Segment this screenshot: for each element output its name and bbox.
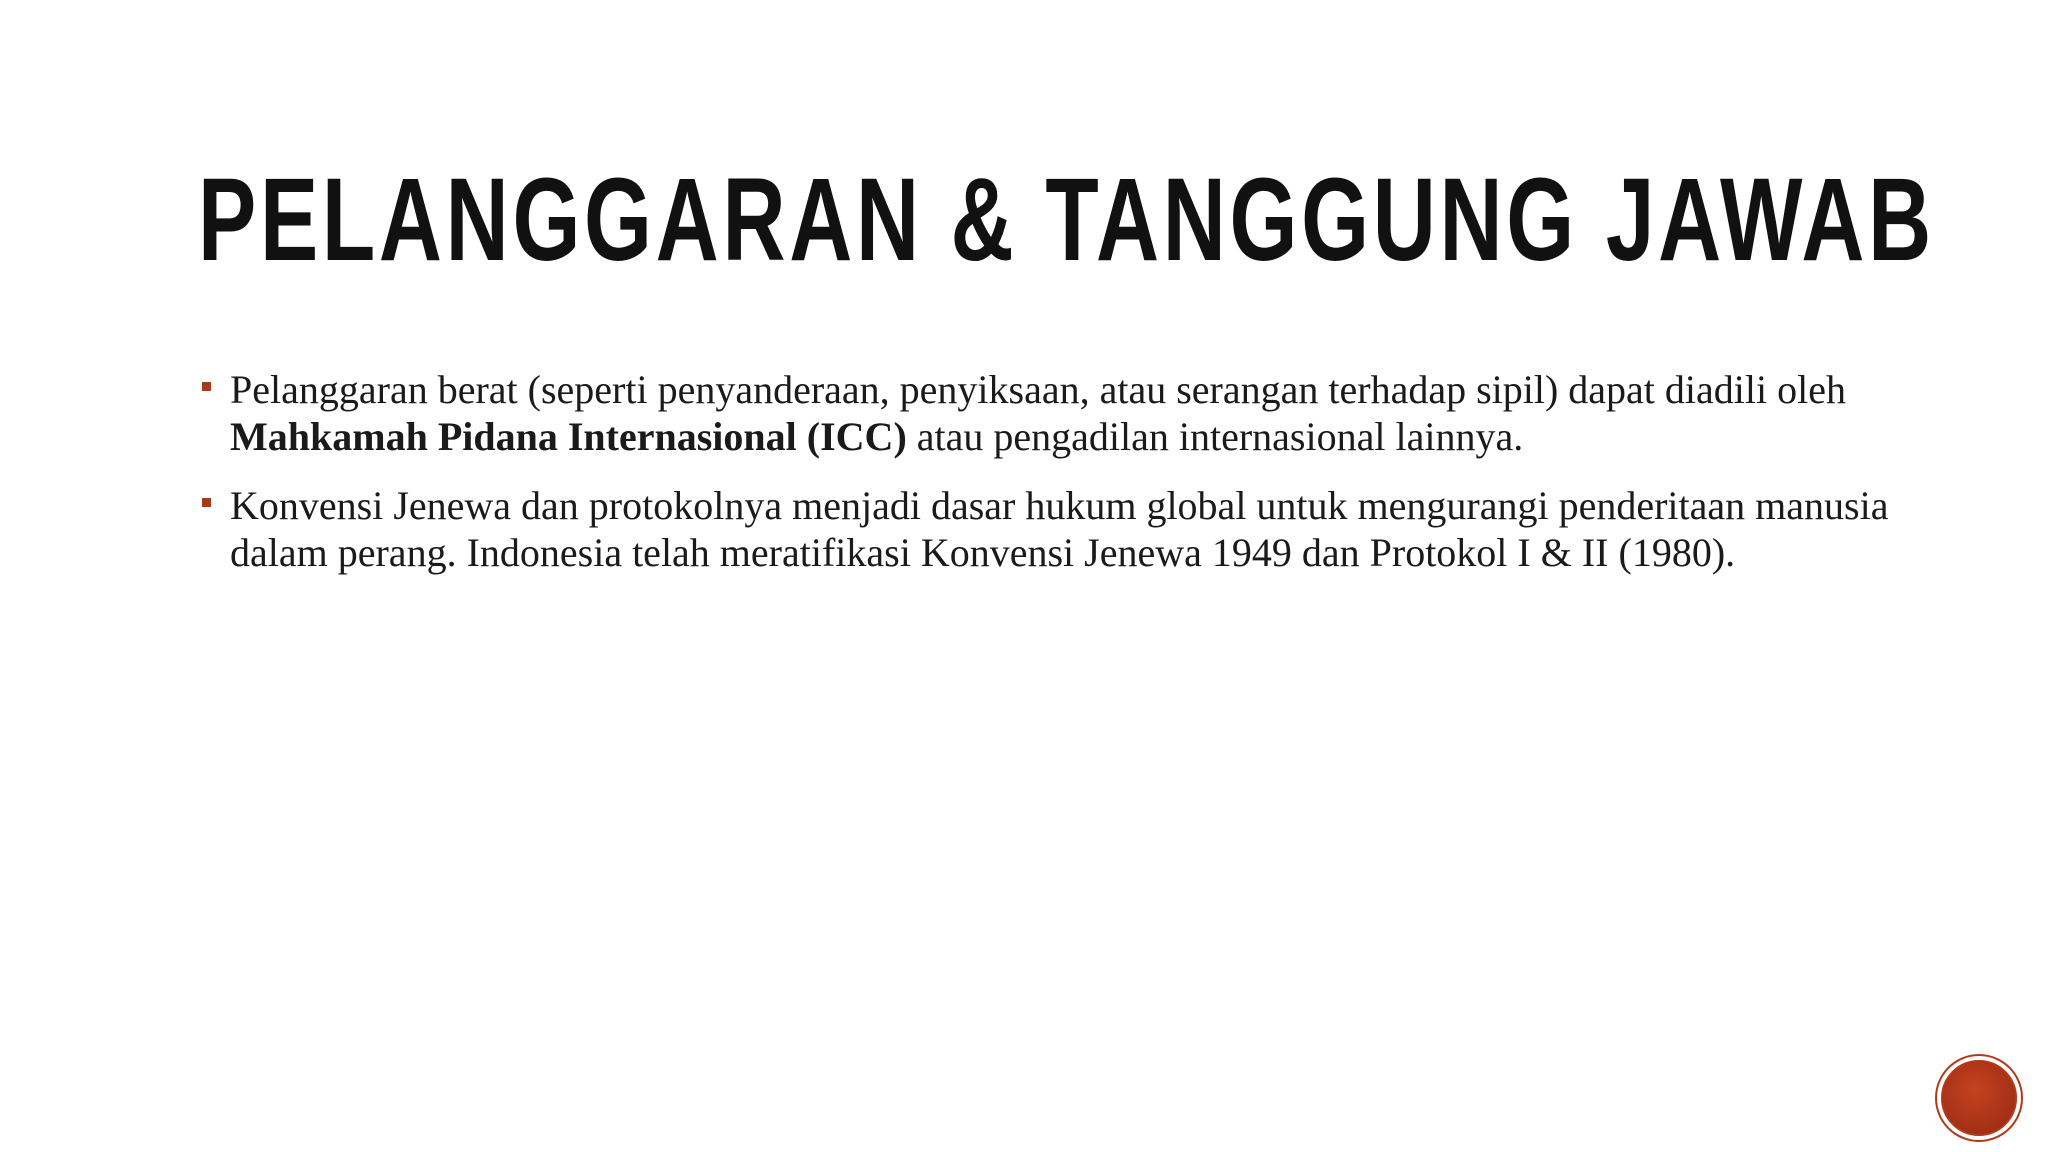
bullet-list [198,366,1898,598]
bullet-text-icc-bold: Mahkamah Pidana Internasional (ICC) [230,414,907,459]
square-bullet-icon [202,382,211,391]
bullet-item-geneva [198,482,1898,576]
square-bullet-icon [202,498,211,507]
bullet-text-icc-after: atau pengadilan internasional lainnya. [906,414,1524,459]
slide-title: PELANGGARAN & TANGGUNG JAWAB [198,154,1935,286]
bullet-item-icc [198,366,1898,460]
bullet-text-geneva: Konvensi Jenewa dan protokolnya menjadi dasar hukum global untuk mengurangi penderitaan manusia dalam perang. Indonesia telah meratifikasi Konvensi Jenewa 1949 dan Protokol I & II (1980). [230,483,1889,575]
bullet-text-icc-before: Pelanggaran berat (seperti penyanderaan, penyiksaan, atau serangan terhadap sipil) dapat diadili oleh [230,367,1846,412]
bullet-text-icc [230,366,1898,460]
slide-nav-button[interactable] [1941,1060,2017,1136]
